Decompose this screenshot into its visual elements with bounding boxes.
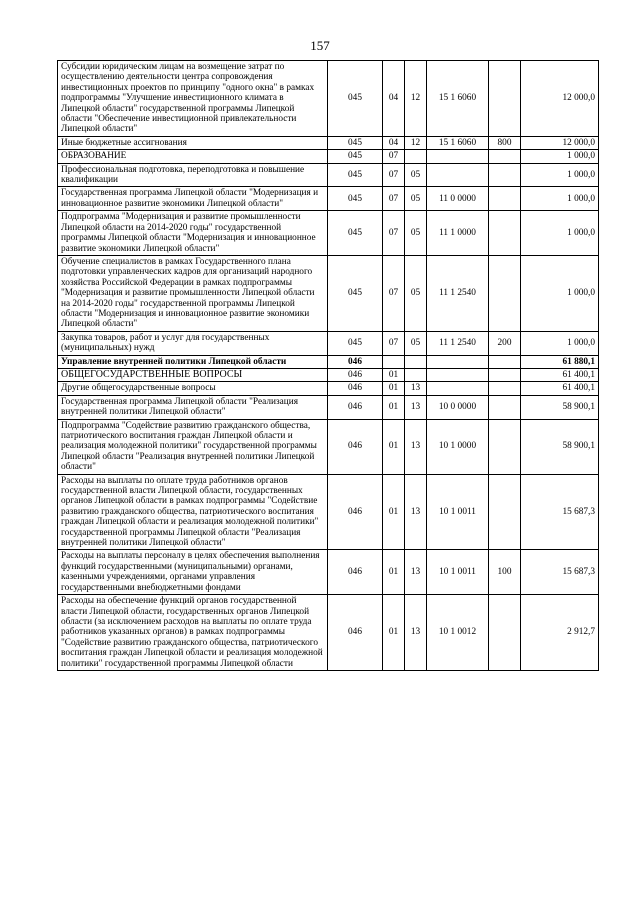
grbs-code: 045 xyxy=(328,150,383,163)
section-code: 01 xyxy=(383,368,405,381)
grbs-code: 045 xyxy=(328,331,383,355)
subsection-code: 13 xyxy=(405,595,427,671)
table-row xyxy=(58,331,599,355)
section-code: 07 xyxy=(383,255,405,331)
table-row xyxy=(58,61,599,137)
target-article-code xyxy=(427,163,489,187)
grbs-code: 045 xyxy=(328,211,383,256)
subsection-code: 05 xyxy=(405,187,427,211)
target-article-code: 10 1 0000 xyxy=(427,419,489,474)
section-code: 01 xyxy=(383,419,405,474)
grbs-code: 046 xyxy=(328,395,383,419)
table-row xyxy=(58,474,599,550)
row-name: Расходы на выплаты персоналу в целях обеспечения выполнения функций государственными (муниципальными) органами, казенными учреждениями, органами управления государственными внебюджетными фондами xyxy=(58,550,328,595)
expense-type-code xyxy=(489,61,521,137)
amount: 58 900,1 xyxy=(521,419,599,474)
row-name: Субсидии юридическим лицам на возмещение затрат по осуществлению деятельности центра сопровождения инвестиционных проектов по принципу "одного окна" в рамках подпрограммы "Улучшение инвестиционного климата в Липецкой области" государственной программы Липецкой области "Обеспечение инвестиционной привлекательности Липецкой области" xyxy=(58,61,328,137)
amount: 1 000,0 xyxy=(521,150,599,163)
amount: 15 687,3 xyxy=(521,474,599,550)
row-name: ОБРАЗОВАНИЕ xyxy=(58,150,328,163)
grbs-code: 045 xyxy=(328,163,383,187)
subsection-code xyxy=(405,368,427,381)
row-name: Иные бюджетные ассигнования xyxy=(58,136,328,149)
row-name: Расходы на выплаты по оплате труда работников органов государственной власти Липецкой области, государственных органов Липецкой области в рамках подпрограммы "Содействие развитию гражданского общества, патриотического воспитания граждан Липецкой области и реализация молодежной политики" государственной программы Липецкой области "Реализация внутренней политики Липецкой области" xyxy=(58,474,328,550)
grbs-code: 046 xyxy=(328,595,383,671)
section-code: 01 xyxy=(383,550,405,595)
section-code: 04 xyxy=(383,136,405,149)
section-code: 04 xyxy=(383,61,405,137)
section-code: 07 xyxy=(383,163,405,187)
expense-type-code xyxy=(489,150,521,163)
row-name: Подпрограмма "Модернизация и развитие промышленности Липецкой области на 2014-2020 годы" государственной программы Липецкой области "Модернизация и инновационное развитие экономики Липецкой области" xyxy=(58,211,328,256)
section-code: 07 xyxy=(383,187,405,211)
row-name: Подпрограмма "Содействие развитию гражданского общества, патриотического воспитания граждан Липецкой области и реализация молодежной политики" государственной программы Липецкой области "Реализация внутренней политики Липецкой области" xyxy=(58,419,328,474)
table-row xyxy=(58,355,599,368)
target-article-code: 10 1 0011 xyxy=(427,474,489,550)
grbs-code: 045 xyxy=(328,61,383,137)
target-article-code: 11 0 0000 xyxy=(427,187,489,211)
target-article-code xyxy=(427,368,489,381)
row-name: ОБЩЕГОСУДАРСТВЕННЫЕ ВОПРОСЫ xyxy=(58,368,328,381)
subsection-code: 05 xyxy=(405,211,427,256)
target-article-code: 10 0 0000 xyxy=(427,395,489,419)
subsection-code: 13 xyxy=(405,419,427,474)
amount: 1 000,0 xyxy=(521,163,599,187)
section-code: 07 xyxy=(383,150,405,163)
table-row xyxy=(58,136,599,149)
section-code xyxy=(383,355,405,368)
grbs-code: 046 xyxy=(328,550,383,595)
row-name: Закупка товаров, работ и услуг для государственных (муниципальных) нужд xyxy=(58,331,328,355)
row-name: Государственная программа Липецкой области "Реализация внутренней политики Липецкой области" xyxy=(58,395,328,419)
target-article-code: 11 1 2540 xyxy=(427,255,489,331)
amount: 12 000,0 xyxy=(521,61,599,137)
amount: 1 000,0 xyxy=(521,211,599,256)
row-name: Расходы на обеспечение функций органов государственной власти Липецкой области, государственных органов Липецкой области (за исключением расходов на выплаты по оплате труда работников указанных органов) в рамках подпрограммы "Содействие развитию гражданского общества, патриотического воспитания граждан Липецкой области и реализация молодежной политики" государственной программы Липецкой области xyxy=(58,595,328,671)
subsection-code: 13 xyxy=(405,474,427,550)
expense-type-code: 800 xyxy=(489,136,521,149)
target-article-code xyxy=(427,382,489,395)
amount: 1 000,0 xyxy=(521,255,599,331)
target-article-code: 10 1 0011 xyxy=(427,550,489,595)
amount: 1 000,0 xyxy=(521,331,599,355)
grbs-code: 046 xyxy=(328,355,383,368)
subsection-code: 05 xyxy=(405,331,427,355)
grbs-code: 046 xyxy=(328,368,383,381)
target-article-code: 15 1 6060 xyxy=(427,61,489,137)
target-article-code xyxy=(427,150,489,163)
table-row xyxy=(58,419,599,474)
row-name: Государственная программа Липецкой области "Модернизация и инновационное развитие экономики Липецкой области" xyxy=(58,187,328,211)
section-code: 07 xyxy=(383,211,405,256)
expense-type-code xyxy=(489,211,521,256)
grbs-code: 046 xyxy=(328,419,383,474)
expense-type-code xyxy=(489,255,521,331)
amount: 1 000,0 xyxy=(521,187,599,211)
expense-type-code: 100 xyxy=(489,550,521,595)
budget-table xyxy=(57,60,599,671)
subsection-code: 13 xyxy=(405,550,427,595)
table-row xyxy=(58,163,599,187)
expense-type-code xyxy=(489,163,521,187)
amount: 61 400,1 xyxy=(521,382,599,395)
page-number: 157 xyxy=(310,38,330,53)
subsection-code: 13 xyxy=(405,395,427,419)
expense-type-code xyxy=(489,474,521,550)
expense-type-code xyxy=(489,595,521,671)
table-row xyxy=(58,187,599,211)
subsection-code xyxy=(405,150,427,163)
subsection-code: 12 xyxy=(405,136,427,149)
table-row xyxy=(58,595,599,671)
amount: 2 912,7 xyxy=(521,595,599,671)
target-article-code: 10 1 0012 xyxy=(427,595,489,671)
section-code: 01 xyxy=(383,595,405,671)
expense-type-code xyxy=(489,419,521,474)
table-row xyxy=(58,211,599,256)
section-code: 01 xyxy=(383,382,405,395)
amount: 15 687,3 xyxy=(521,550,599,595)
expense-type-code xyxy=(489,395,521,419)
amount: 61 400,1 xyxy=(521,368,599,381)
table-row xyxy=(58,150,599,163)
section-code: 01 xyxy=(383,395,405,419)
row-name: Управление внутренней политики Липецкой области xyxy=(58,355,328,368)
expense-type-code xyxy=(489,355,521,368)
expense-type-code xyxy=(489,382,521,395)
section-code: 01 xyxy=(383,474,405,550)
table-row xyxy=(58,255,599,331)
target-article-code xyxy=(427,355,489,368)
target-article-code: 11 1 2540 xyxy=(427,331,489,355)
subsection-code xyxy=(405,355,427,368)
table-row xyxy=(58,368,599,381)
amount: 58 900,1 xyxy=(521,395,599,419)
grbs-code: 046 xyxy=(328,382,383,395)
table-row xyxy=(58,550,599,595)
expense-type-code xyxy=(489,187,521,211)
amount: 12 000,0 xyxy=(521,136,599,149)
target-article-code: 15 1 6060 xyxy=(427,136,489,149)
target-article-code: 11 1 0000 xyxy=(427,211,489,256)
amount: 61 880,1 xyxy=(521,355,599,368)
grbs-code: 045 xyxy=(328,136,383,149)
subsection-code: 12 xyxy=(405,61,427,137)
grbs-code: 045 xyxy=(328,255,383,331)
subsection-code: 05 xyxy=(405,163,427,187)
section-code: 07 xyxy=(383,331,405,355)
expense-type-code: 200 xyxy=(489,331,521,355)
subsection-code: 13 xyxy=(405,382,427,395)
table-row xyxy=(58,395,599,419)
subsection-code: 05 xyxy=(405,255,427,331)
expense-type-code xyxy=(489,368,521,381)
row-name: Профессиональная подготовка, переподготовка и повышение квалификации xyxy=(58,163,328,187)
row-name: Обучение специалистов в рамках Государственного плана подготовки управленческих кадров для организаций народного хозяйства Российской Федерации в рамках подпрограммы "Модернизация и развитие промышленности Липецкой области на 2014-2020 годы" государственной программы Липецкой области "Модернизация и инновационное развитие экономики Липецкой области" xyxy=(58,255,328,331)
table-row xyxy=(58,382,599,395)
grbs-code: 045 xyxy=(328,187,383,211)
grbs-code: 046 xyxy=(328,474,383,550)
row-name: Другие общегосударственные вопросы xyxy=(58,382,328,395)
